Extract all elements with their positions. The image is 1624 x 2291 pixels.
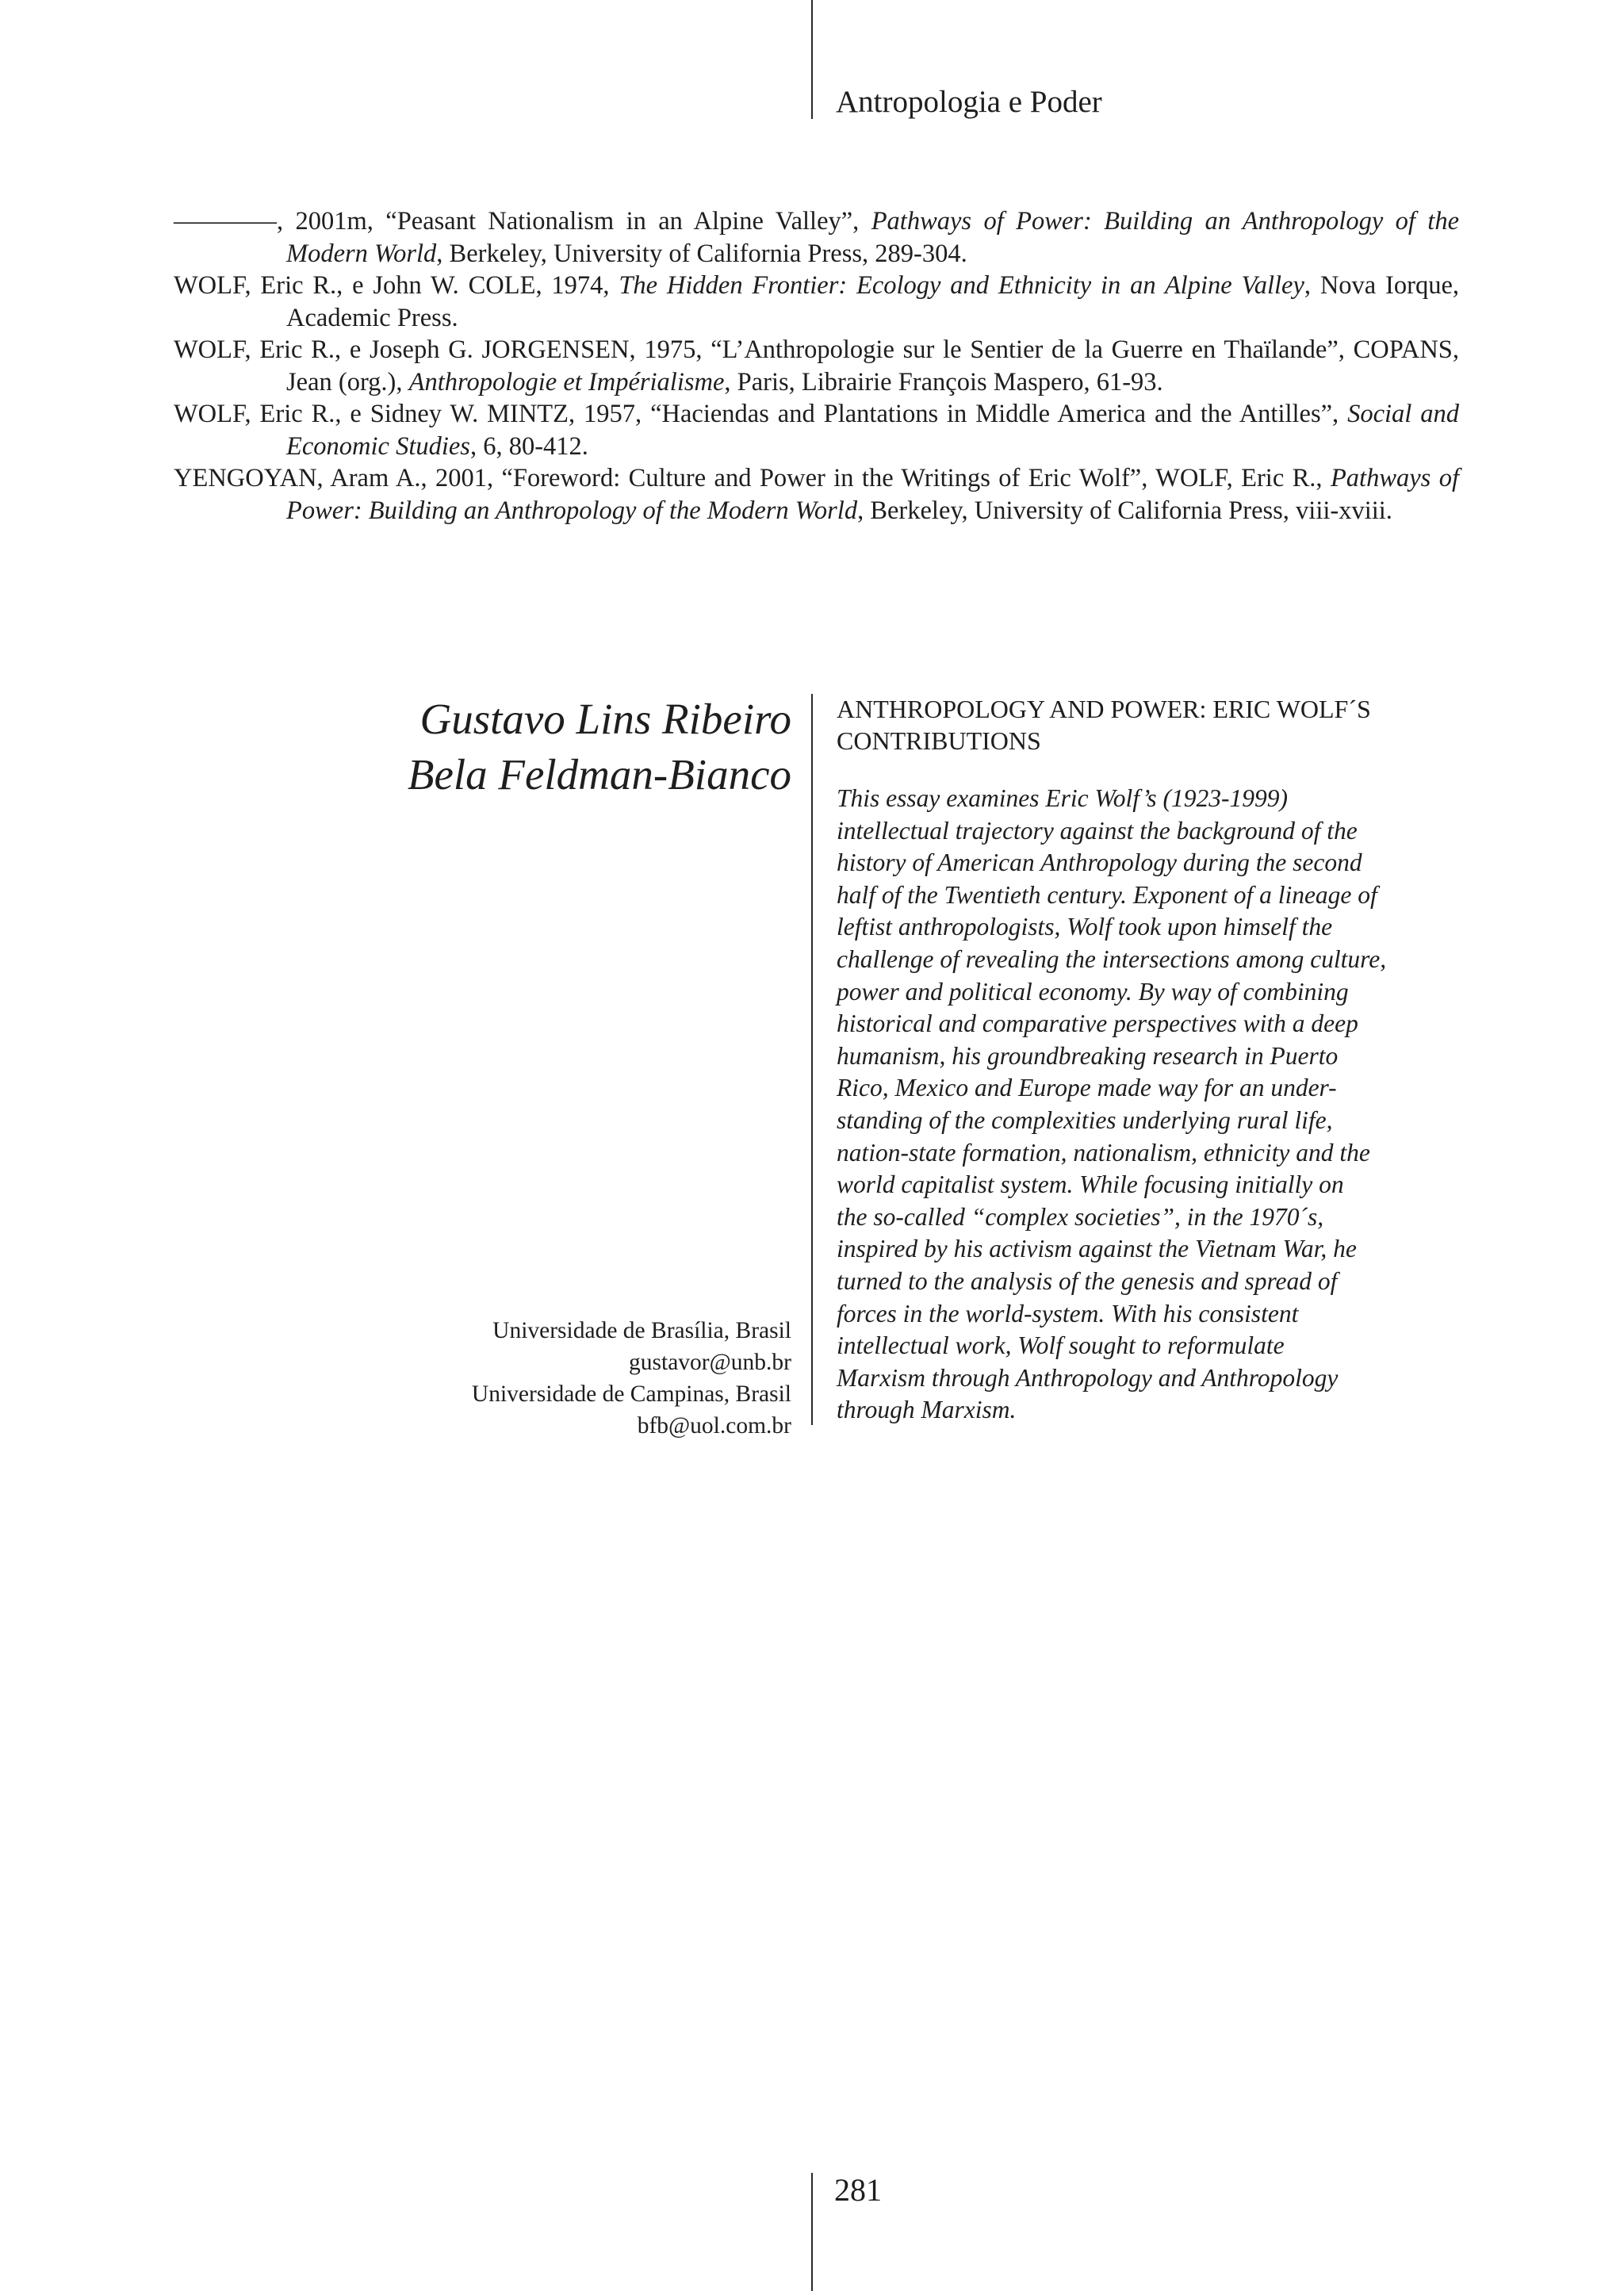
- abstract-line: leftist anthropologists, Wolf took upon himself the: [837, 913, 1333, 941]
- abstract-title: ANTHROPOLOGY AND POWER: ERIC WOLF´S CONTRIBUTIONS: [837, 695, 1371, 755]
- reference-entry: [174, 334, 1459, 398]
- author-names: [317, 692, 791, 803]
- ref-text: , Berkeley, University of California Press, viii-xviii.: [857, 496, 1392, 525]
- reference-entry: [174, 462, 1459, 527]
- running-title: Antropologia e Poder: [836, 85, 1102, 119]
- ref-text: ————, 2001m, “Peasant Nationalism in an Alpine Valley”,: [174, 207, 871, 236]
- reference-entry: [174, 205, 1459, 270]
- abstract-line: through Marxism.: [837, 1396, 1017, 1424]
- ref-text: , Nova Iorque, Academic Press.: [286, 271, 1459, 332]
- reference-entry: [174, 398, 1459, 462]
- abstract-line: standing of the complexities underlying rural life,: [837, 1105, 1333, 1134]
- abstract-line: This essay examines Eric Wolf’s (1923-1999): [837, 784, 1288, 812]
- abstract-line: humanism, his groundbreaking research in Puerto: [837, 1041, 1339, 1070]
- ref-title: Pathways of Power: Building an Anthropology of the Modern World: [286, 207, 1459, 268]
- author-email: bfb@uol.com.br: [637, 1413, 791, 1439]
- author-name: Gustavo Lins Ribeiro: [419, 695, 791, 743]
- abstract-line: intellectual work, Wolf sought to reformulate: [837, 1331, 1285, 1360]
- abstract-body: [837, 783, 1471, 1427]
- page-number: 281: [834, 2172, 882, 2208]
- author-email: gustavor@unb.br: [629, 1350, 791, 1375]
- column-divider: [811, 694, 813, 1425]
- abstract-line: turned to the analysis of the genesis and spread of: [837, 1266, 1338, 1295]
- author-affiliations: [317, 1315, 791, 1442]
- author-name: Bela Feldman-Bianco: [407, 750, 791, 799]
- header-divider: [811, 0, 813, 119]
- abstract-line: the so-called “complex societies”, in the 1970´s,: [837, 1202, 1324, 1231]
- ref-text: , 6, 80-412.: [469, 431, 588, 461]
- affiliation-line: Universidade de Campinas, Brasil: [471, 1381, 791, 1407]
- abstract-line: forces in the world-system. With his consistent: [837, 1299, 1299, 1327]
- ref-text: WOLF, Eric R., e Joseph G. JORGENSEN, 1975, “L’Anthropologie sur le Sentier de la Guerre en Thaïlande”, COPANS, Jean (org.),: [174, 335, 1459, 397]
- abstract-line: Rico, Mexico and Europe made way for an under-: [837, 1074, 1337, 1102]
- abstract-line: historical and comparative perspectives with a deep: [837, 1009, 1358, 1038]
- affiliation-line: Universidade de Brasília, Brasil: [492, 1318, 791, 1343]
- abstract-line: power and political economy. By way of combining: [837, 977, 1349, 1006]
- ref-text: WOLF, Eric R., e Sidney W. MINTZ, 1957, “Haciendas and Plantations in Middle America and the Antilles”,: [174, 400, 1348, 428]
- ref-text: , Paris, Librairie François Maspero, 61-93.: [724, 367, 1163, 397]
- abstract-line: inspired by his activism against the Vietnam War, he: [837, 1235, 1357, 1263]
- ref-title: Social and Economic Studies: [286, 400, 1459, 461]
- abstract-line: world capitalist system. While focusing initially on: [837, 1170, 1344, 1199]
- references-list: [174, 205, 1459, 527]
- ref-text: , Berkeley, University of California Press, 289-304.: [436, 239, 967, 268]
- ref-text: YENGOYAN, Aram A., 2001, “Foreword: Culture and Power in the Writings of Eric Wolf”, WOLF, Eric R.,: [174, 464, 1331, 492]
- abstract-line: challenge of revealing the intersections among culture,: [837, 944, 1387, 973]
- ref-title: The Hidden Frontier: Ecology and Ethnicity in an Alpine Valley: [619, 271, 1304, 300]
- abstract-line: half of the Twentieth century. Exponent of a lineage of: [837, 880, 1377, 909]
- reference-entry: [174, 270, 1459, 334]
- abstract-line: history of American Anthropology during the second: [837, 849, 1362, 877]
- ref-text: WOLF, Eric R., e John W. COLE, 1974,: [174, 271, 619, 300]
- ref-title: Pathways of Power: Building an Anthropology of the Modern World: [286, 464, 1459, 525]
- abstract-line: nation-state formation, nationalism, ethnicity and the: [837, 1138, 1370, 1167]
- abstract-line: intellectual trajectory against the background of the: [837, 816, 1358, 845]
- abstract-line: Marxism through Anthropology and Anthropology: [837, 1363, 1339, 1392]
- footer-divider: [811, 2173, 813, 2291]
- ref-title: Anthropologie et Impérialisme: [408, 367, 725, 397]
